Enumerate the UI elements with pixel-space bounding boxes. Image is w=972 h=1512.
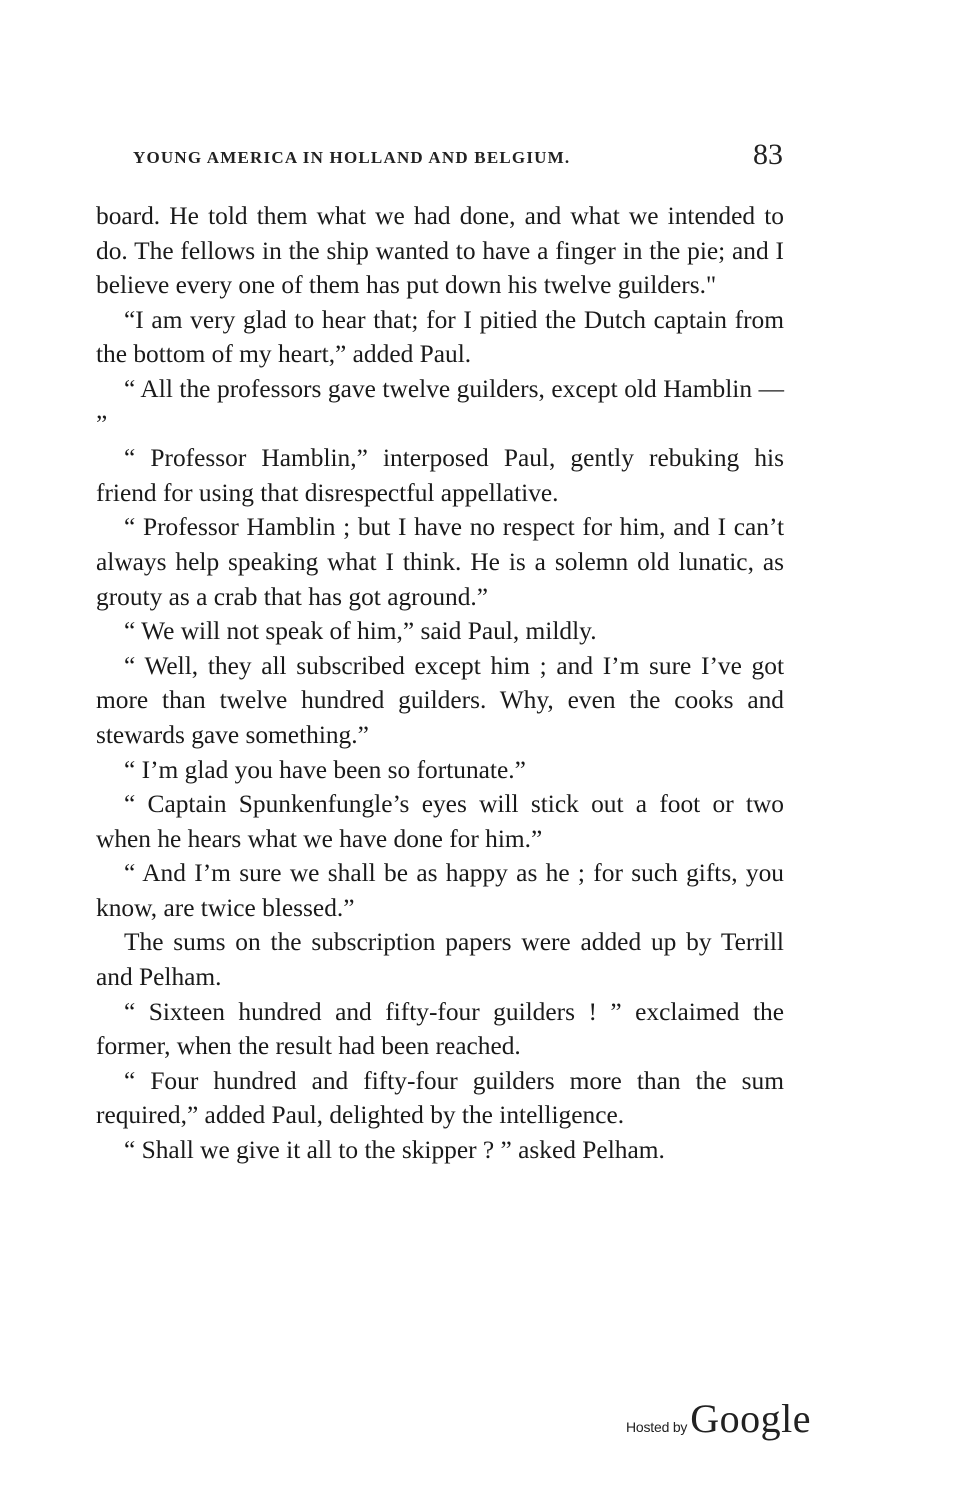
page-number: 83	[753, 138, 783, 171]
paragraph: The sums on the subscription papers were added up by Terrill and Pelham.	[96, 928, 784, 992]
paragraph: “ All the professors gave twelve guilders, except old Hamblin — ”	[96, 374, 784, 438]
paragraph: “ And I’m sure we shall be as happy as he ; for such gifts, you know, are twice blessed.”	[96, 859, 784, 922]
paragraph: “ Sixteen hundred and fifty-four guilders ! ” exclaimed the former, when the result had been reached.	[96, 997, 784, 1061]
hosted-by-google-watermark	[626, 1395, 811, 1445]
paragraph: “I am very glad to hear that; for I pitied the Dutch captain from the bottom of my heart,” added Paul.	[96, 305, 784, 369]
paragraph: “ Professor Hamblin ; but I have no respect for him, and I can’t always help speaking what I think. He is a solemn old lunatic, as grouty as a crab that has got aground.”	[96, 513, 784, 611]
paragraph: “ I’m glad you have been so fortunate.”	[124, 755, 526, 784]
google-logo: Google	[690, 1396, 811, 1441]
paragraph: “ Captain Spunkenfungle’s eyes will stick out a foot or two when he hears what we have done for him.”	[96, 790, 784, 853]
paragraph: “ Professor Hamblin,” interposed Paul, gently rebuking his friend for using that disrespectful appellative.	[96, 444, 784, 507]
paragraph: “ Shall we give it all to the skipper ? ” asked Pelham.	[124, 1136, 665, 1165]
running-head	[133, 138, 783, 178]
paragraph: “ Four hundred and fifty-four guilders more than the sum required,” added Paul, delighted by the intelligence.	[96, 1066, 784, 1130]
paragraph: “ Well, they all subscribed except him ; and I’m sure I’ve got more than twelve hundred guilders. Why, even the cooks and stewards gave something.”	[96, 651, 784, 749]
paragraph: “ We will not speak of him,” said Paul, mildly.	[124, 617, 597, 646]
hosted-by-label: Hosted by	[626, 1419, 688, 1435]
running-title: YOUNG AMERICA IN HOLLAND AND BELGIUM.	[133, 148, 571, 167]
body-text	[96, 199, 784, 1168]
paragraph: board. He told them what we had done, and what we intended to do. The fellows in the ship wanted to have a finger in the pie; and I believe every one of them has put down his twelve guilders."	[96, 202, 784, 300]
